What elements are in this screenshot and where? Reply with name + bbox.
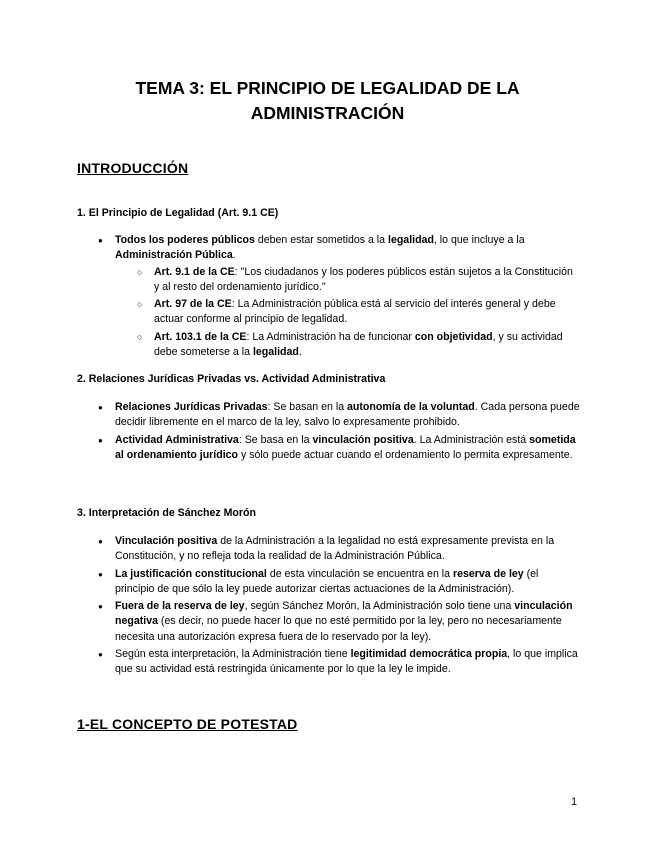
section-1-heading: 1. El Principio de Legalidad (Art. 9.1 CE)	[77, 207, 279, 219]
list-item: ● Fuera de la reserva de ley, según Sánchez Morón, la Administración solo tiene una vinculación negativa (es decir, no puede hacer lo que no esté permitido por la ley, pero no necesariamente necesita una autorización expresa fuera de lo reservado por la ley).	[115, 599, 580, 645]
potestad-heading: 1-EL CONCEPTO DE POTESTAD	[77, 716, 298, 732]
section-3-heading: 3. Interpretación de Sánchez Morón	[77, 507, 256, 519]
list-item: ● Vinculación positiva de la Administración a la legalidad no está expresamente prevista en la Constitución, y no refleja toda la realidad de la Administración Pública.	[115, 534, 580, 565]
list-item: ● La justificación constitucional de esta vinculación se encuentra en la reserva de ley (el principio de que sólo la ley puede autorizar ciertas actuaciones de la Administración).	[115, 567, 580, 598]
title-line-2: ADMINISTRACIÓN	[250, 103, 405, 123]
list-item: ● Relaciones Jurídicas Privadas: Se basan en la autonomía de la voluntad. Cada persona puede decidir libremente en el marco de la ley, salvo lo expresamente prohibido.	[115, 400, 580, 431]
intro-heading: INTRODUCCIÓN	[77, 160, 189, 176]
page-number: 1	[571, 796, 577, 808]
section-1-list	[115, 233, 580, 362]
title-line-1: TEMA 3: EL PRINCIPIO DE LEGALIDAD DE LA	[135, 78, 520, 98]
list-item: ○ Art. 103.1 de la CE: La Administración ha de funcionar con objetividad, y su actividad debe someterse a la legalidad.	[154, 330, 574, 361]
section-2-list	[115, 400, 580, 465]
list-item: ○ Art. 97 de la CE: La Administración pública está al servicio del interés general y debe actuar conforme al principio de legalidad.	[154, 297, 574, 328]
section-1-sublist	[154, 265, 574, 361]
section-2-heading: 2. Relaciones Jurídicas Privadas vs. Actividad Administrativa	[77, 373, 386, 385]
section-3-list	[115, 534, 580, 680]
page-title	[60, 76, 595, 126]
list-item: ● Actividad Administrativa: Se basa en la vinculación positiva. La Administración está sometida al ordenamiento jurídico y sólo puede actuar cuando el ordenamiento lo permita expresamente.	[115, 433, 580, 464]
list-item: ○ Art. 9.1 de la CE: "Los ciudadanos y los poderes públicos están sujetos a la Constitución y al resto del ordenamiento jurídico."	[154, 265, 574, 296]
list-item: ● Todos los poderes públicos deben estar sometidos a la legalidad, lo que incluye a la Administración Pública. ○ Art. 9.1 de la CE: "Los ciudadanos y los poderes públicos están sujetos a la Constitución y al resto del ordenamiento jurídico." ○ Art. 97 de la CE: La Administración pública está al servicio del interés general y debe actuar conforme al principio de legalidad. ○ Art. 103.1 de la CE: La Administración ha de funcionar con objetividad, y su actividad debe someterse a la legalidad.	[115, 233, 580, 360]
list-item: ● Según esta interpretación, la Administración tiene legitimidad democrática propia, lo que implica que su actividad está restringida únicamente por lo que la ley le impide.	[115, 647, 580, 678]
